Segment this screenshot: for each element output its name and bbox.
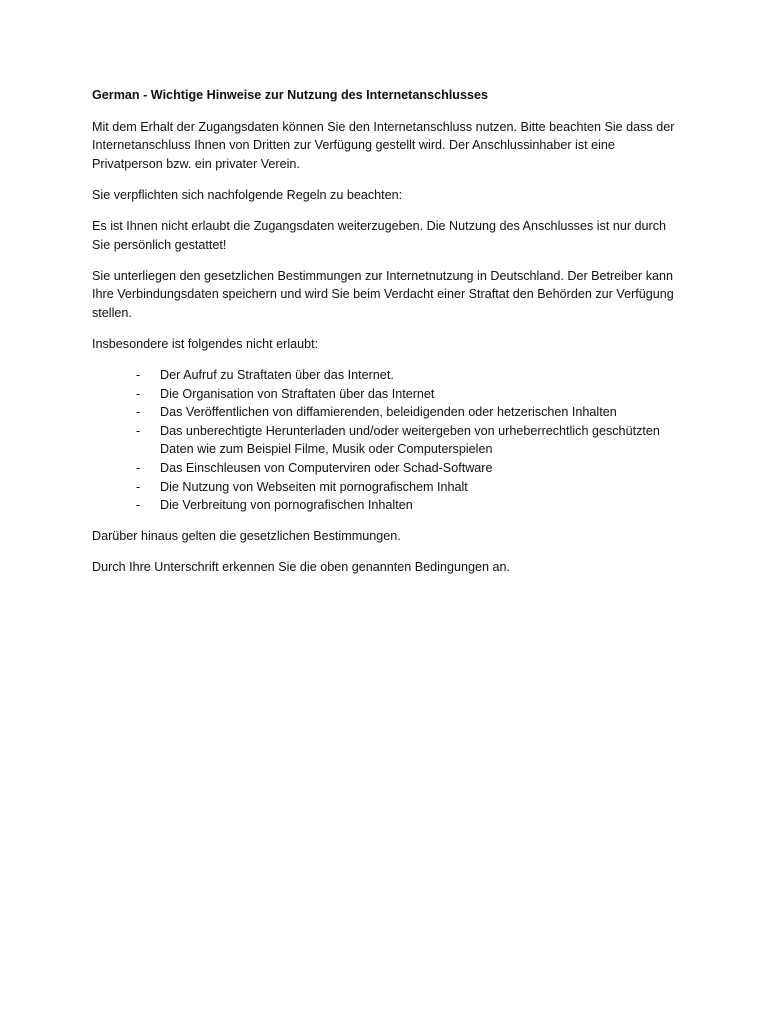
list-item-text: Die Organisation von Straftaten über das Internet [160, 386, 435, 401]
list-dash: - [136, 386, 141, 401]
list-item [92, 478, 682, 497]
list-item [92, 496, 682, 515]
paragraph-additional-rules: Darüber hinaus gelten die gesetzlichen Bestimmungen. [92, 529, 401, 544]
paragraph-list-intro: Insbesondere ist folgendes nicht erlaubt: [92, 336, 319, 351]
list-dash: - [136, 405, 141, 420]
list-item [92, 403, 682, 422]
prohibited-list [92, 366, 682, 515]
list-item-text: Die Nutzung von Webseiten mit pornografischem Inhalt [160, 479, 468, 494]
paragraph-intro: Mit dem Erhalt der Zugangsdaten können Sie den Internetanschluss nutzen. Bitte beachten Sie dass der Internetanschluss Ihnen von Dritten zur Verfügung gestellt wird. Der Anschlussinhaber ist eine Privatperson bzw. ein privater Verein. [92, 119, 675, 171]
paragraph-credentials: Es ist Ihnen nicht erlaubt die Zugangsdaten weiterzugeben. Die Nutzung des Anschlusses ist nur durch Sie persönlich gestattet! [92, 218, 667, 252]
paragraph-legal: Sie unterliegen den gesetzlichen Bestimmungen zur Internetnutzung in Deutschland. Der Betreiber kann Ihre Verbindungsdaten speichern und wird Sie beim Verdacht einer Straftat den Behörden zur Verfügung stellen. [92, 268, 674, 320]
list-dash: - [136, 423, 141, 438]
list-dash: - [136, 479, 141, 494]
list-item-text: Das Veröffentlichen von diffamierenden, beleidigenden oder hetzerischen Inhalten [160, 405, 617, 420]
list-item [92, 422, 682, 459]
list-item [92, 366, 682, 385]
list-item-text: Das unberechtigte Herunterladen und/oder weitergeben von urheberrechtlich geschützten Daten wie zum Beispiel Filme, Musik oder Computerspielen [160, 423, 660, 457]
list-item-text: Die Verbreitung von pornografischen Inhalten [160, 498, 413, 513]
document-title: German - Wichtige Hinweise zur Nutzung des Internetanschlusses [92, 88, 488, 102]
list-item [92, 459, 682, 478]
list-item [92, 385, 682, 404]
paragraph-signature-consent: Durch Ihre Unterschrift erkennen Sie die oben genannten Bedingungen an. [92, 560, 510, 575]
list-item-text: Das Einschleusen von Computerviren oder Schad-Software [160, 461, 493, 475]
list-dash: - [136, 368, 141, 383]
list-item-text: Der Aufruf zu Straftaten über das Internet. [160, 368, 394, 383]
list-dash: - [136, 498, 141, 513]
document-page [92, 86, 682, 589]
paragraph-rules-intro: Sie verpflichten sich nachfolgende Regeln zu beachten: [92, 187, 403, 202]
list-dash: - [136, 461, 141, 475]
